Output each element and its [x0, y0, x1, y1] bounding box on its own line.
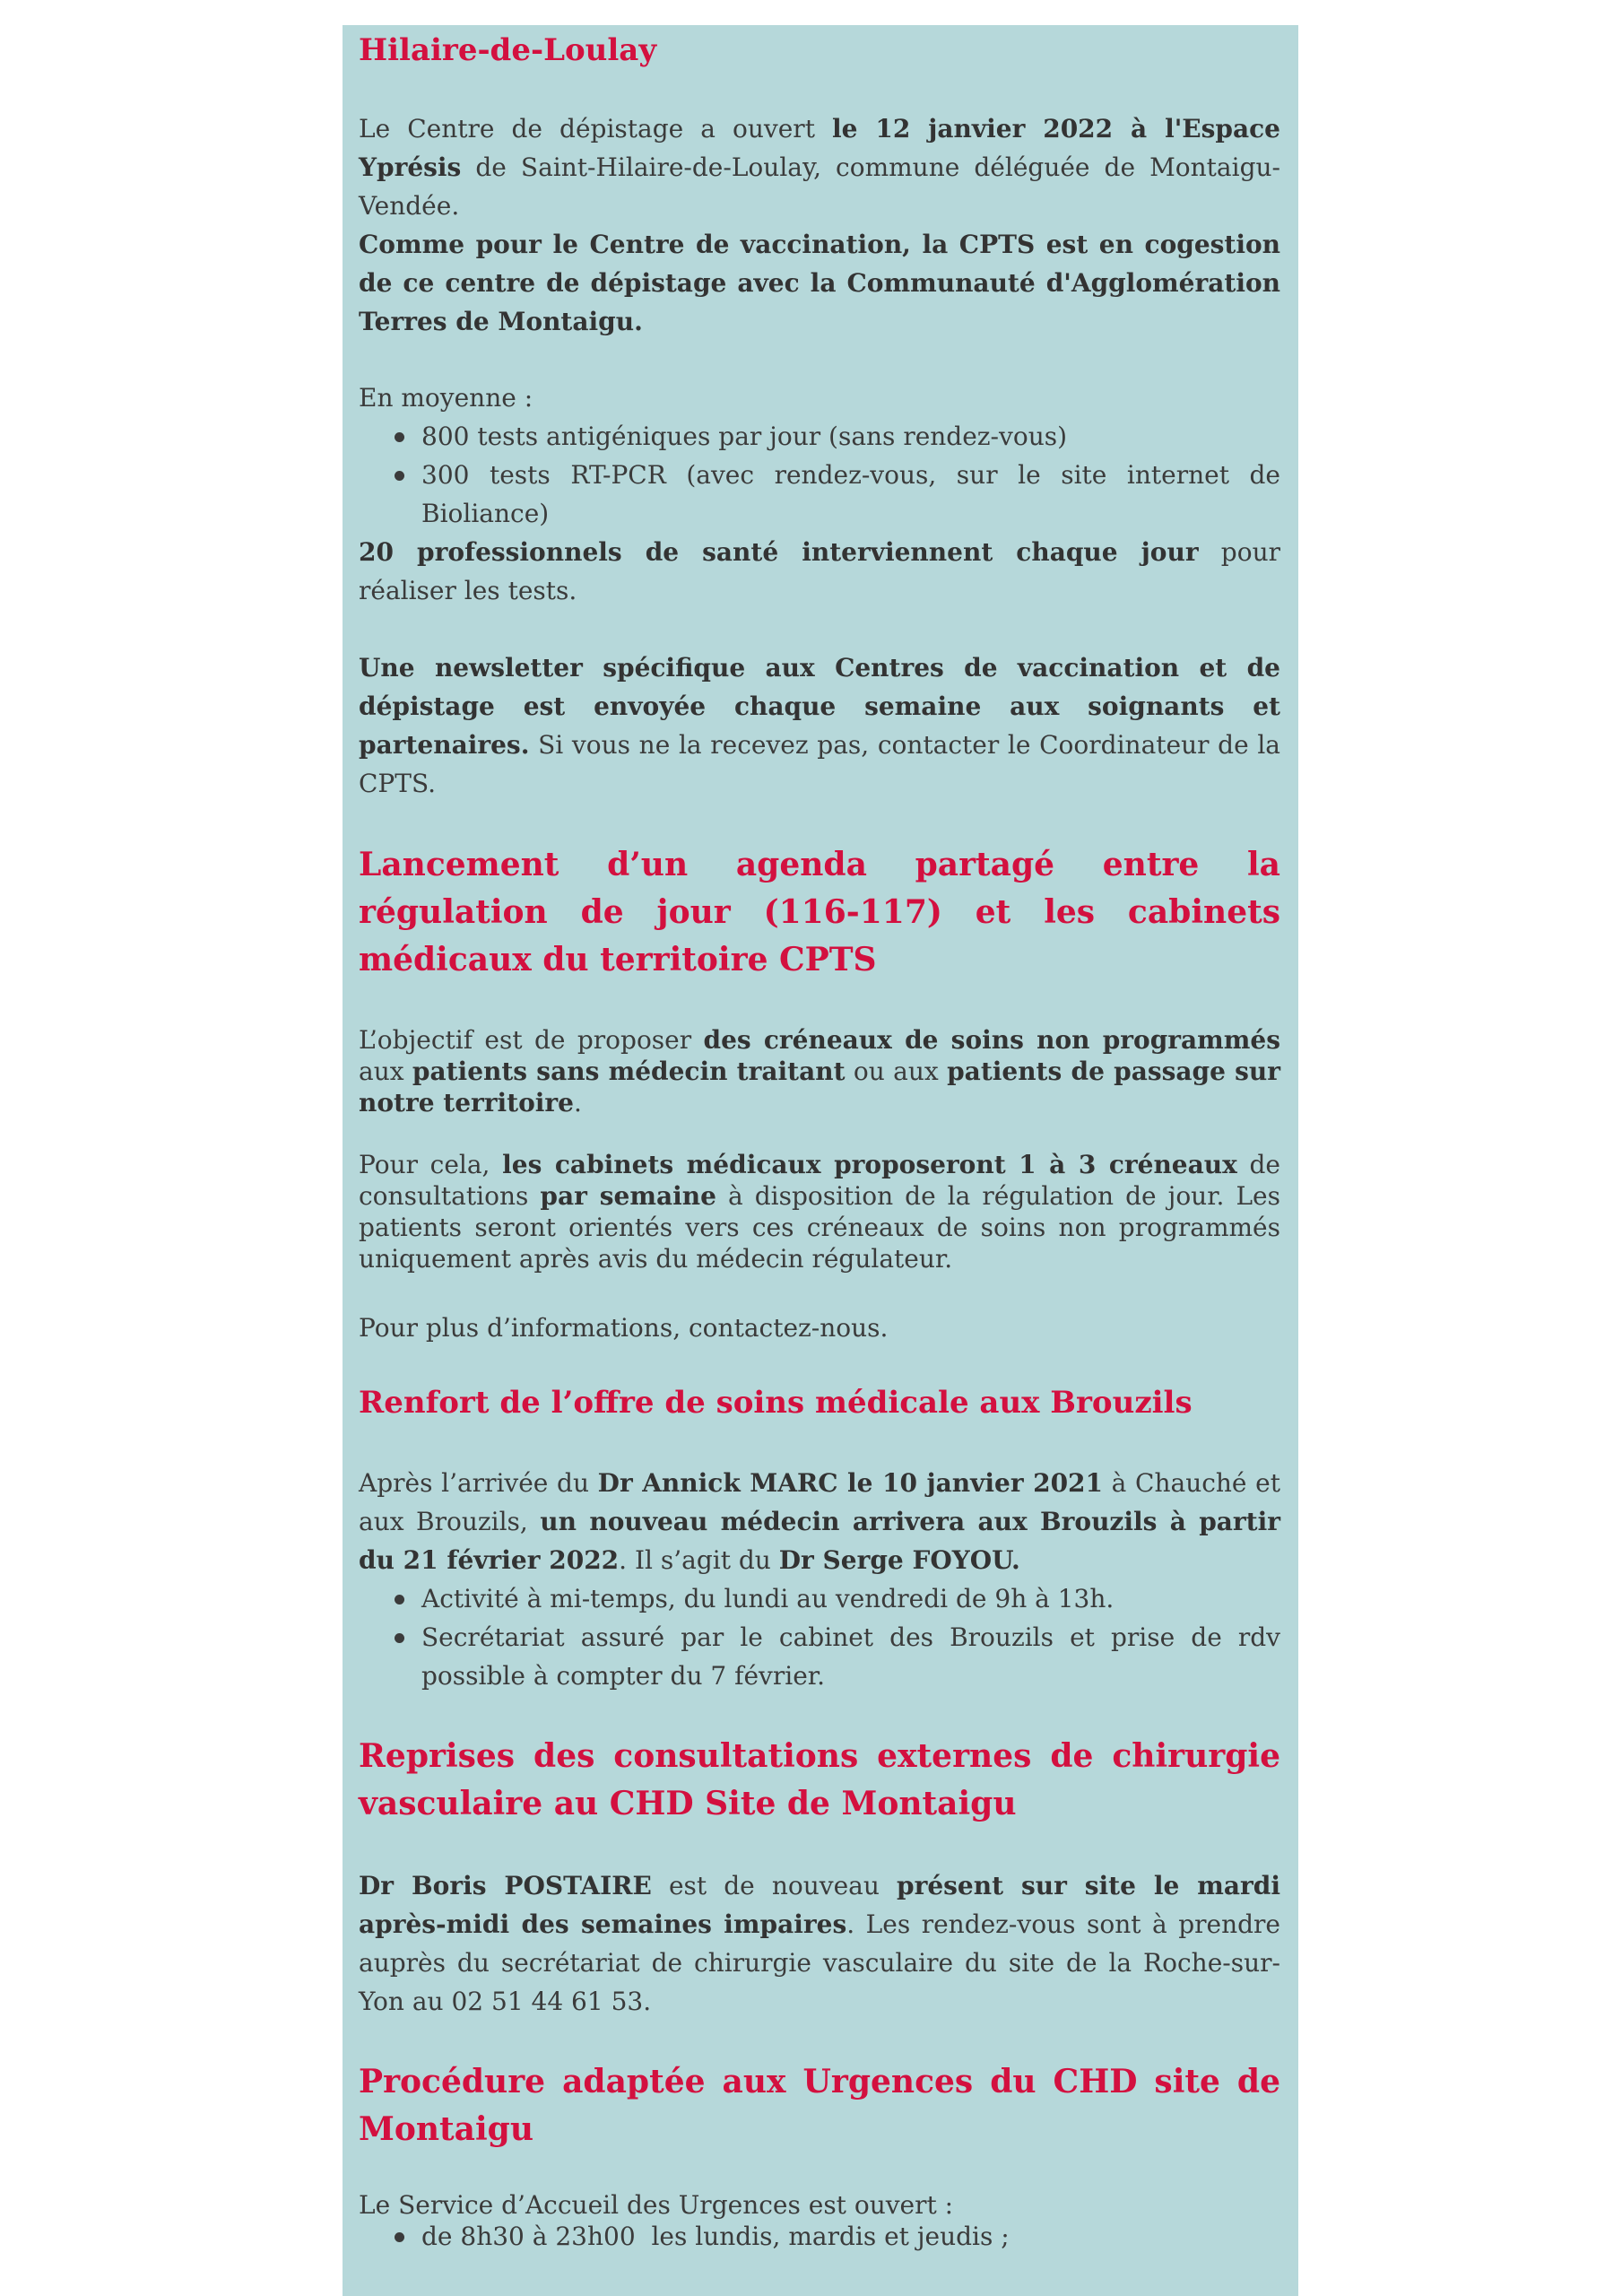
brouzils-list — [359, 1579, 1280, 1695]
text-run: Pour cela, — [359, 1150, 503, 1179]
bold-run: les cabinets médicaux proposeront 1 à 3 créneaux — [502, 1150, 1237, 1179]
list-item — [421, 2221, 1280, 2253]
paragraph-service-urgences: Le Service d’Accueil des Urgences est ouvert : — [359, 2190, 954, 2220]
text-run: aux — [359, 1057, 412, 1086]
list-item-text: 300 tests RT-PCR (avec rendez-vous, sur le site internet de Bioliance) — [421, 460, 1280, 528]
list-item-text: de 8h30 à 23h00 les lundis, mardis et jeudis ; — [421, 2222, 1010, 2251]
text-run: à Chauché et aux Brouzils, — [359, 1468, 1280, 1536]
section-title-chirurgie: Reprises des consultations externes de chirurgie vasculaire au CHD Site de Montaigu — [359, 1737, 1280, 1822]
bold-run: des créneaux de soins non programmés — [703, 1025, 1281, 1055]
tests-list — [359, 417, 1280, 533]
paragraph-nouveau-medecin — [359, 1464, 1280, 1579]
bold-run: par semaine — [540, 1181, 716, 1211]
list-item-text: 800 tests antigéniques par jour (sans rendez-vous) — [421, 422, 1068, 451]
section-title-urgences: Procédure adaptée aux Urgences du CHD site de Montaigu — [359, 2063, 1280, 2148]
text-run: Le Centre de dépistage a ouvert — [359, 114, 832, 144]
bullet-icon — [395, 1595, 404, 1605]
list-item — [421, 1579, 1280, 1618]
text-run: de Saint-Hilaire-de-Loulay, commune déléguée de Montaigu-Vendée. — [359, 152, 1280, 221]
bold-run: patients de passage sur notre territoire — [359, 1057, 1281, 1118]
text-run: . Il s’agit du — [619, 1545, 779, 1575]
bullet-icon — [395, 1633, 404, 1643]
bold-run: Dr Annick MARC le 10 janvier 2021 — [597, 1468, 1104, 1498]
bullet-icon — [395, 2232, 404, 2242]
bullet-icon — [395, 432, 404, 442]
text-run: ou aux — [845, 1057, 948, 1086]
paragraph-contact: Pour plus d’informations, contactez-nous. — [359, 1313, 889, 1343]
urgences-list — [359, 2221, 1280, 2253]
paragraph-en-moyenne: En moyenne : — [359, 383, 533, 413]
paragraph-postaire — [359, 1866, 1280, 2021]
bold-run: un nouveau médecin arrivera aux Brouzils à partir du 21 février 2022 — [359, 1507, 1280, 1575]
bullet-icon — [395, 471, 404, 481]
list-item — [421, 417, 1280, 456]
bold-run: présent sur site le mardi après-midi des semaines impaires — [359, 1871, 1281, 1939]
bold-run: Comme pour le Centre de vaccination, la CPTS est en cogestion de ce centre de dépistage avec la Communauté d'Agglomération Terres de Montaigu. — [359, 230, 1280, 336]
section-title-brouzils: Renfort de l’offre de soins médicale aux Brouzils — [359, 1385, 1193, 1421]
list-item — [421, 1618, 1280, 1695]
bold-run: Une newsletter spécifique aux Centres de vaccination et de dépistage est envoyée chaque semaine aux soignants et partenaires. — [359, 653, 1280, 760]
paragraph-newsletter — [359, 648, 1280, 803]
paragraph-depistage-opening — [359, 109, 1280, 225]
paragraph-objectif — [359, 1024, 1280, 1118]
list-item — [421, 456, 1280, 533]
bold-run: 20 professionnels de santé interviennent chaque jour — [359, 537, 1199, 567]
text-run: de consultations — [359, 1150, 1280, 1211]
section-title-hilaire: Hilaire-de-Loulay — [359, 32, 657, 68]
bold-run: patients sans médecin traitant — [412, 1057, 846, 1086]
list-item-text: Secrétariat assuré par le cabinet des Brouzils et prise de rdv possible à compter du 7 février. — [421, 1622, 1280, 1691]
text-run: est de nouveau — [651, 1871, 897, 1900]
text-run: pour réaliser les tests. — [359, 537, 1280, 605]
text-run: à disposition de la régulation de jour. Les patients seront orientés vers ces créneaux de soins non programmés uniquement après avis du médecin régulateur. — [359, 1181, 1280, 1274]
text-run: L’objectif est de proposer — [359, 1025, 704, 1055]
list-item-text: Activité à mi-temps, du lundi au vendredi de 9h à 13h. — [421, 1584, 1115, 1613]
section-title-agenda: Lancement d’un agenda partagé entre la régulation de jour (116-117) et les cabinets médicaux du territoire CPTS — [359, 846, 1280, 978]
text-run: . — [573, 1088, 582, 1118]
text-run: Si vous ne la recevez pas, contacter le Coordinateur de la CPTS. — [359, 730, 1280, 798]
paragraph-professionnels — [359, 533, 1280, 610]
bold-run: Dr Serge FOYOU. — [778, 1545, 1020, 1575]
bold-run: le 12 janvier 2022 à l'Espace Yprésis — [359, 114, 1280, 182]
paragraph-cogestion — [359, 225, 1280, 341]
text-run: Après l’arrivée du — [359, 1468, 598, 1498]
paragraph-pour-cela — [359, 1149, 1280, 1274]
newsletter-panel — [343, 25, 1298, 2296]
bold-run: Dr Boris POSTAIRE — [359, 1871, 652, 1900]
text-run: . Les rendez-vous sont à prendre auprès du secrétariat de chirurgie vasculaire du site de la Roche-sur-Yon au 02 51 44 61 53. — [359, 1909, 1280, 2016]
